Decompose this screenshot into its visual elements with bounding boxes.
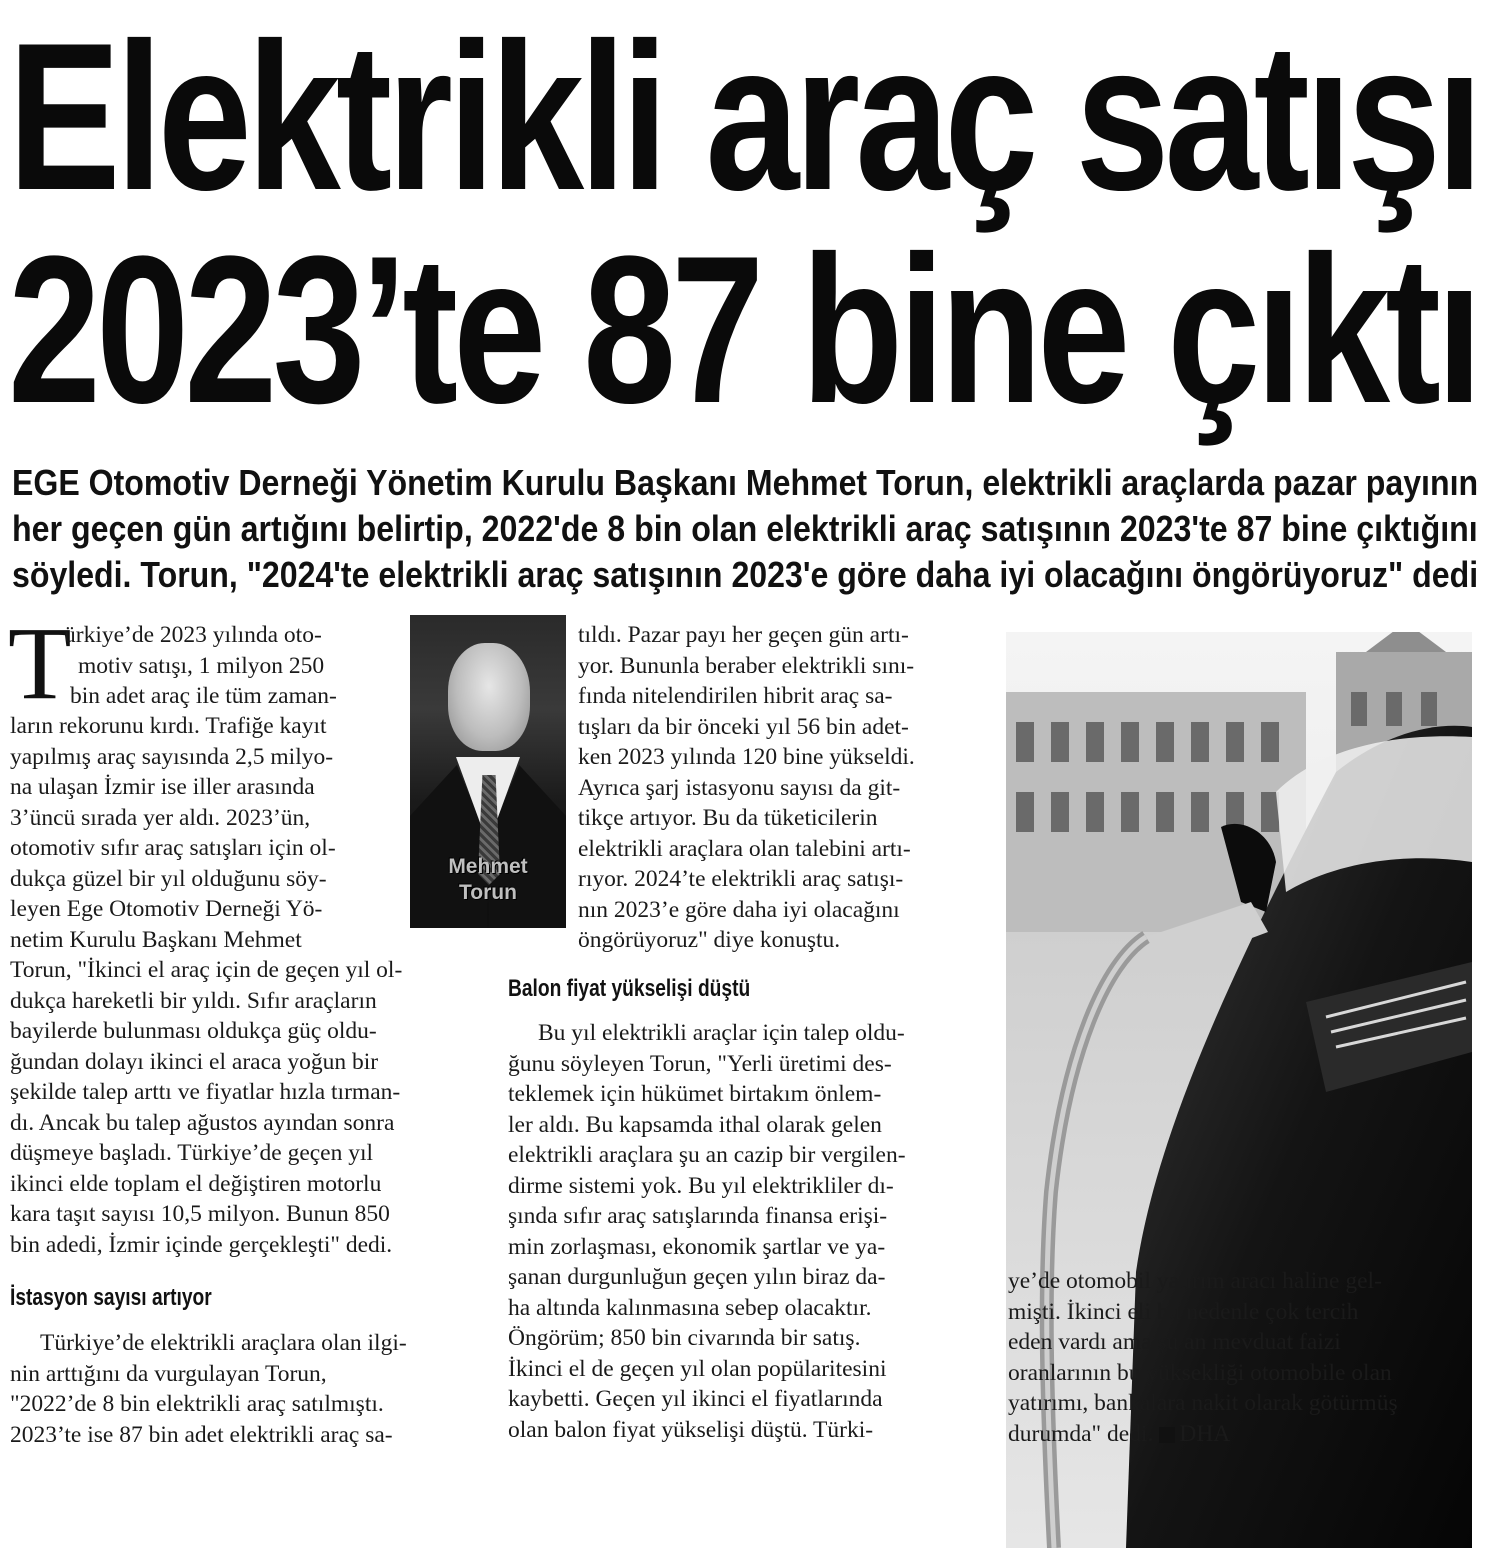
text-line: na ulaşan İzmir ise iller arasında bbox=[10, 774, 315, 800]
text-line: ğunu söyleyen Torun, "Yerli üretimi des- bbox=[508, 1050, 892, 1077]
text-line: Torun, "İkinci el araç için de geçen yıl ol- bbox=[10, 957, 403, 983]
column-2-section-2 bbox=[508, 1018, 906, 1445]
column-1-body bbox=[10, 711, 402, 1260]
text-line: kara taşıt sayısı 10,5 milyon. Bunun 850 bbox=[10, 1201, 390, 1227]
text-line: yatırımı, bankalara nakit olarak götürmüş bbox=[1008, 1390, 1398, 1416]
text-line: Türkiye’de elektrikli araçlara olan ilgi- bbox=[40, 1330, 407, 1356]
drop-cap: T bbox=[8, 606, 72, 721]
text-line: tıldı. Pazar payı her geçen gün artı- bbox=[578, 622, 909, 648]
text-line: Öngörüm; 850 bin civarında bir satış. bbox=[508, 1325, 861, 1351]
text-line: dı. Ancak bu talep ağustos ayından sonra bbox=[10, 1109, 395, 1136]
column-3-text bbox=[1008, 1266, 1398, 1449]
text-line-final bbox=[1008, 1419, 1398, 1450]
text-line: min zorlaşması, ekonomik şartlar ve ya- bbox=[508, 1233, 886, 1260]
text-line: 2023’te ise 87 bin adet elektrikli araç sa- bbox=[10, 1421, 393, 1448]
text-line: öngörüyoruz" diye konuştu. bbox=[578, 927, 841, 953]
text-line: bayilerde bulunması oldukça güç oldu- bbox=[10, 1018, 377, 1044]
photo-face bbox=[448, 643, 530, 751]
text-line: nın 2023’e göre daha iyi olacağını bbox=[578, 896, 900, 923]
text-line: leyen Ege Otomotiv Derneği Yö- bbox=[10, 896, 323, 922]
text-line: ler aldı. Bu kapsamda ithal olarak gelen bbox=[508, 1111, 882, 1138]
text-line: elektrikli araçlara olan talebini artı- bbox=[578, 835, 911, 862]
text-line: ken 2023 yılında 120 bine yükseldi. bbox=[578, 744, 915, 770]
text-line: "2022’de 8 bin elektrikli araç satılmıştı. bbox=[10, 1391, 384, 1417]
portrait-photo bbox=[410, 615, 566, 928]
end-mark-square bbox=[1159, 1427, 1175, 1443]
text-line: şanan durgunluğun geçen yılın biraz da- bbox=[508, 1264, 886, 1290]
photo-caption-line-1: Mehmet bbox=[448, 855, 528, 878]
text-line: bin adedi, İzmir içinde gerçekleşti" dedi. bbox=[10, 1231, 393, 1258]
text-line: dukça güzel bir yıl olduğunu söy- bbox=[10, 865, 327, 892]
subheading-istasyon: İstasyon sayısı artıyor bbox=[10, 1284, 212, 1311]
text-line: şekilde talep arttı ve fiyatlar hızla tırman- bbox=[10, 1079, 401, 1105]
text-line: motiv satışı, 1 milyon 250 bbox=[78, 652, 325, 679]
lead-line: söyledi. Torun, "2024'te elektrikli araç satışının 2023'e göre daha iyi olacağını öngörüyoruz" dedi bbox=[12, 554, 1479, 595]
text-line: ha altında kalınmasına sebep olacaktır. bbox=[508, 1294, 872, 1321]
text-line: bin adet araç ile tüm zaman- bbox=[70, 683, 337, 709]
text-line: ların rekorunu kırdı. Trafiğe kayıt bbox=[10, 713, 327, 739]
text-line: netim Kurulu Başkanı Mehmet bbox=[10, 926, 302, 953]
column-2-top bbox=[578, 620, 915, 956]
text-line: eden vardı ama şu an mevduat faizi bbox=[1008, 1329, 1341, 1355]
lead-line: EGE Otomotiv Derneği Yönetim Kurulu Başkanı Mehmet Torun, elektrikli araçlarda pazar payının bbox=[12, 462, 1479, 503]
text-line: oranlarının bu yüksekliği otomobile olan bbox=[1008, 1359, 1392, 1386]
text-line: dirme sistemi yok. Bu yıl elektrikliler dı- bbox=[508, 1172, 894, 1199]
lead-line: her geçen gün artığını belirtip, 2022'de 8 bin olan elektrikli araç satışının 2023'te 87 bine çıktığını bbox=[12, 508, 1478, 549]
text-line: fında nitelendirilen hibrit araç sa- bbox=[578, 683, 893, 709]
text-line: teklemek için hükümet birtakım önlem- bbox=[508, 1081, 882, 1107]
text-line: düşmeye başladı. Türkiye’de geçen yıl bbox=[10, 1140, 374, 1166]
text-line: ikinci elde toplam el değiştiren motorlu bbox=[10, 1170, 382, 1197]
text-line: 3’üncü sırada yer aldı. 2023’ün, bbox=[10, 804, 311, 831]
text-line: Bu yıl elektrikli araçlar için talep oldu- bbox=[538, 1020, 905, 1046]
text-line: tikçe artıyor. Bu da tüketicilerin bbox=[578, 805, 878, 831]
text-line: elektrikli araçlara şu an cazip bir vergilen- bbox=[508, 1142, 906, 1168]
text-line: otomotiv sıfır araç satışları için ol- bbox=[10, 835, 336, 861]
text-line: yor. Bununla beraber elektrikli sını- bbox=[578, 652, 915, 679]
text-line: ürkiye’de 2023 yılında oto- bbox=[64, 622, 322, 648]
text-line: rıyor. 2024’te elektrikli araç satışı- bbox=[578, 866, 904, 892]
lead-paragraph bbox=[12, 460, 1478, 598]
agency-credit: DHA bbox=[1179, 1420, 1231, 1447]
text-line: tışları da bir önceki yıl 56 bin adet- bbox=[578, 713, 909, 740]
column-1-section-2 bbox=[10, 1328, 407, 1450]
text-line: ye’de otomobil yatırım aracı haline gel- bbox=[1008, 1268, 1382, 1294]
text-line: şında sıfır araç satışlarında finansa erişi- bbox=[508, 1203, 888, 1229]
photo-caption-line-2: Torun bbox=[459, 881, 517, 904]
text-line: Ayrıca şarj istasyonu sayısı da git- bbox=[578, 774, 901, 801]
text-line: kaybetti. Geçen yıl ikinci el fiyatlarında bbox=[508, 1386, 883, 1412]
column-1-top-indented bbox=[64, 620, 337, 712]
text-line: yapılmış araç sayısında 2,5 milyo- bbox=[10, 743, 334, 770]
text-line: ğundan dolayı ikinci el araca yoğun bir bbox=[10, 1048, 379, 1075]
headline-line-1: Elektrikli araç satışı bbox=[8, 0, 1479, 234]
headline-line-2: 2023’te 87 bine çıktı bbox=[8, 212, 1478, 447]
text-line: mişti. İkinci eli bu nedenle çok tercih bbox=[1008, 1298, 1359, 1325]
text-line: olan balon fiyat yükselişi düştü. Türki- bbox=[508, 1416, 874, 1443]
closing-text: durumda" dedi. bbox=[1008, 1420, 1154, 1447]
text-line: İkinci el de geçen yıl olan popülaritesini bbox=[508, 1355, 887, 1382]
text-line: dukça hareketli bir yıldı. Sıfır araçların bbox=[10, 987, 377, 1014]
subheading-balon: Balon fiyat yükselişi düştü bbox=[508, 975, 751, 1002]
text-line: nin arttığını da vurgulayan Torun, bbox=[10, 1360, 327, 1387]
